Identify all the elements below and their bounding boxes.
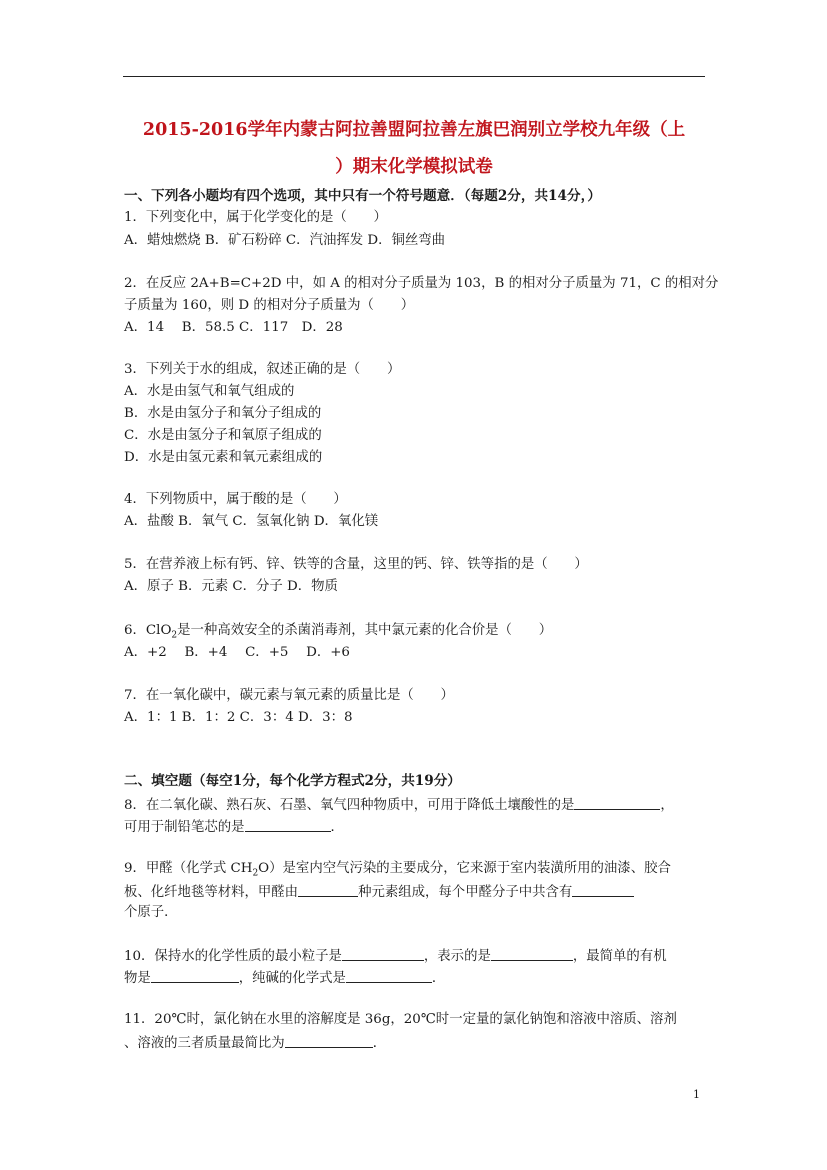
q10-text-e: ，纯碱的化学式是	[238, 971, 346, 986]
q6-stem-text: 是一种高效安全的杀菌消毒剂，其中氯元素的化合价是（ ）	[177, 623, 553, 638]
q7-stem: 7．在一氧化碳中，碳元素与氧元素的质量比是（ ）	[124, 688, 454, 703]
q10-line2	[124, 970, 445, 985]
q10-text-b: ，表示的是	[423, 949, 491, 964]
q11-line1: 11．20℃时，氯化钠在水里的溶解度是 36g，20℃时一定量的氯化钠饱和溶液中溶质、溶剂	[124, 1012, 677, 1027]
header-rule	[123, 76, 705, 77]
q6-stem	[124, 624, 552, 641]
q10-text-c: ，最简单的有机	[572, 949, 667, 964]
q7-options: A．1：1 B．1：2 C．3：4 D．3：8	[124, 710, 353, 725]
q1-stem: 1．下列变化中，属于化学变化的是（ ）	[124, 210, 387, 225]
q11-text-b: ．	[372, 1036, 387, 1051]
q10-text-d: 物是	[124, 971, 151, 986]
section2-heading: 二、填空题（每空1分，每个化学方程式2分，共19分）	[124, 773, 461, 789]
q1-options: A．蜡烛燃烧 B．矿石粉碎 C．汽油挥发 D．铜丝弯曲	[124, 233, 446, 248]
q5-options: A．原子 B．元素 C．分子 D．物质	[124, 579, 338, 594]
q9-formula-subscript: 2	[252, 868, 259, 879]
q10-blank-3[interactable]	[151, 970, 239, 983]
q2-line1: 2．在反应 2A+B=C+2D 中，如 A 的相对分子质量为 103，B 的相对分子质量为 71，C 的相对分	[124, 276, 719, 291]
q9-line2	[124, 884, 634, 899]
q9-line1	[124, 862, 671, 879]
q8-text-d: ．	[330, 820, 344, 835]
q9-line3: 个原子．	[124, 905, 178, 920]
q9-text-a: 9．甲醛（化学式 CH	[124, 861, 253, 876]
q6-formula-subscript: 2	[171, 630, 178, 641]
q11-line2	[124, 1035, 386, 1050]
q2-options: A．14 B．58.5 C．117 D．28	[124, 320, 343, 335]
q10-text-f: ．	[431, 971, 446, 986]
page-number: 1	[693, 1088, 700, 1101]
q5-stem: 5．在营养液上标有钙、锌、铁等的含量，这里的钙、锌、铁等指的是（ ）	[124, 557, 588, 572]
q8-line1	[124, 797, 674, 812]
q8-text-a: 8．在二氧化碳、熟石灰、石墨、氧气四种物质中，可用于降低土壤酸性的是	[124, 798, 575, 813]
q6-formula: 6．ClO	[124, 623, 172, 638]
q3-option-d: D．水是由氢元素和氧元素组成的	[124, 450, 323, 465]
q10-blank-2[interactable]	[491, 948, 573, 961]
q11-text-a: 、溶液的三者质量最简比为	[124, 1036, 285, 1051]
exam-title-line1: 2015-2016学年内蒙古阿拉善盟阿拉善左旗巴润别立学校九年级（上	[142, 120, 686, 140]
q4-options: A．盐酸 B．氧气 C．氢氧化钠 D．氧化镁	[124, 514, 379, 529]
q10-line1	[124, 948, 667, 963]
q6-options: A．+2 B．+4 C．+5 D．+6	[124, 645, 350, 660]
q8-line2	[124, 819, 344, 834]
q3-stem: 3．下列关于水的组成，叙述正确的是（ ）	[124, 362, 401, 377]
q3-option-c: C．水是由氢分子和氧原子组成的	[124, 428, 322, 443]
q8-text-c: 可用于制铅笔芯的是	[124, 820, 245, 835]
q8-blank-2[interactable]	[245, 819, 331, 832]
q9-blank-1[interactable]	[298, 884, 358, 897]
q8-text-b: ，	[660, 798, 674, 813]
q11-blank-1[interactable]	[285, 1035, 373, 1048]
q9-text-d: 种元素组成，每个甲醛分子中共含有	[358, 885, 573, 900]
q10-blank-4[interactable]	[346, 970, 432, 983]
q3-option-a: A．水是由氢气和氧气组成的	[124, 384, 295, 399]
q9-blank-2[interactable]	[572, 884, 634, 897]
q3-option-b: B．水是由氢分子和氧分子组成的	[124, 406, 322, 421]
q9-text-b: O）是室内空气污染的主要成分，它来源于室内装潢所用的油漆、胶合	[258, 861, 671, 876]
q4-stem: 4．下列物质中，属于酸的是（ ）	[124, 492, 347, 507]
q2-line2: 子质量为 160，则 D 的相对分子质量为（ ）	[124, 298, 415, 313]
exam-title-line2: ）期末化学模拟试卷	[335, 157, 493, 177]
q9-text-c: 板、化纤地毯等材料，甲醛由	[124, 885, 299, 900]
q8-blank-1[interactable]	[574, 797, 660, 810]
q10-blank-1[interactable]	[342, 948, 424, 961]
section1-heading: 一、下列各小题均有四个选项，其中只有一个符号题意．（每题2分，共14分，）	[124, 188, 601, 204]
q10-text-a: 10．保持水的化学性质的最小粒子是	[124, 949, 342, 964]
